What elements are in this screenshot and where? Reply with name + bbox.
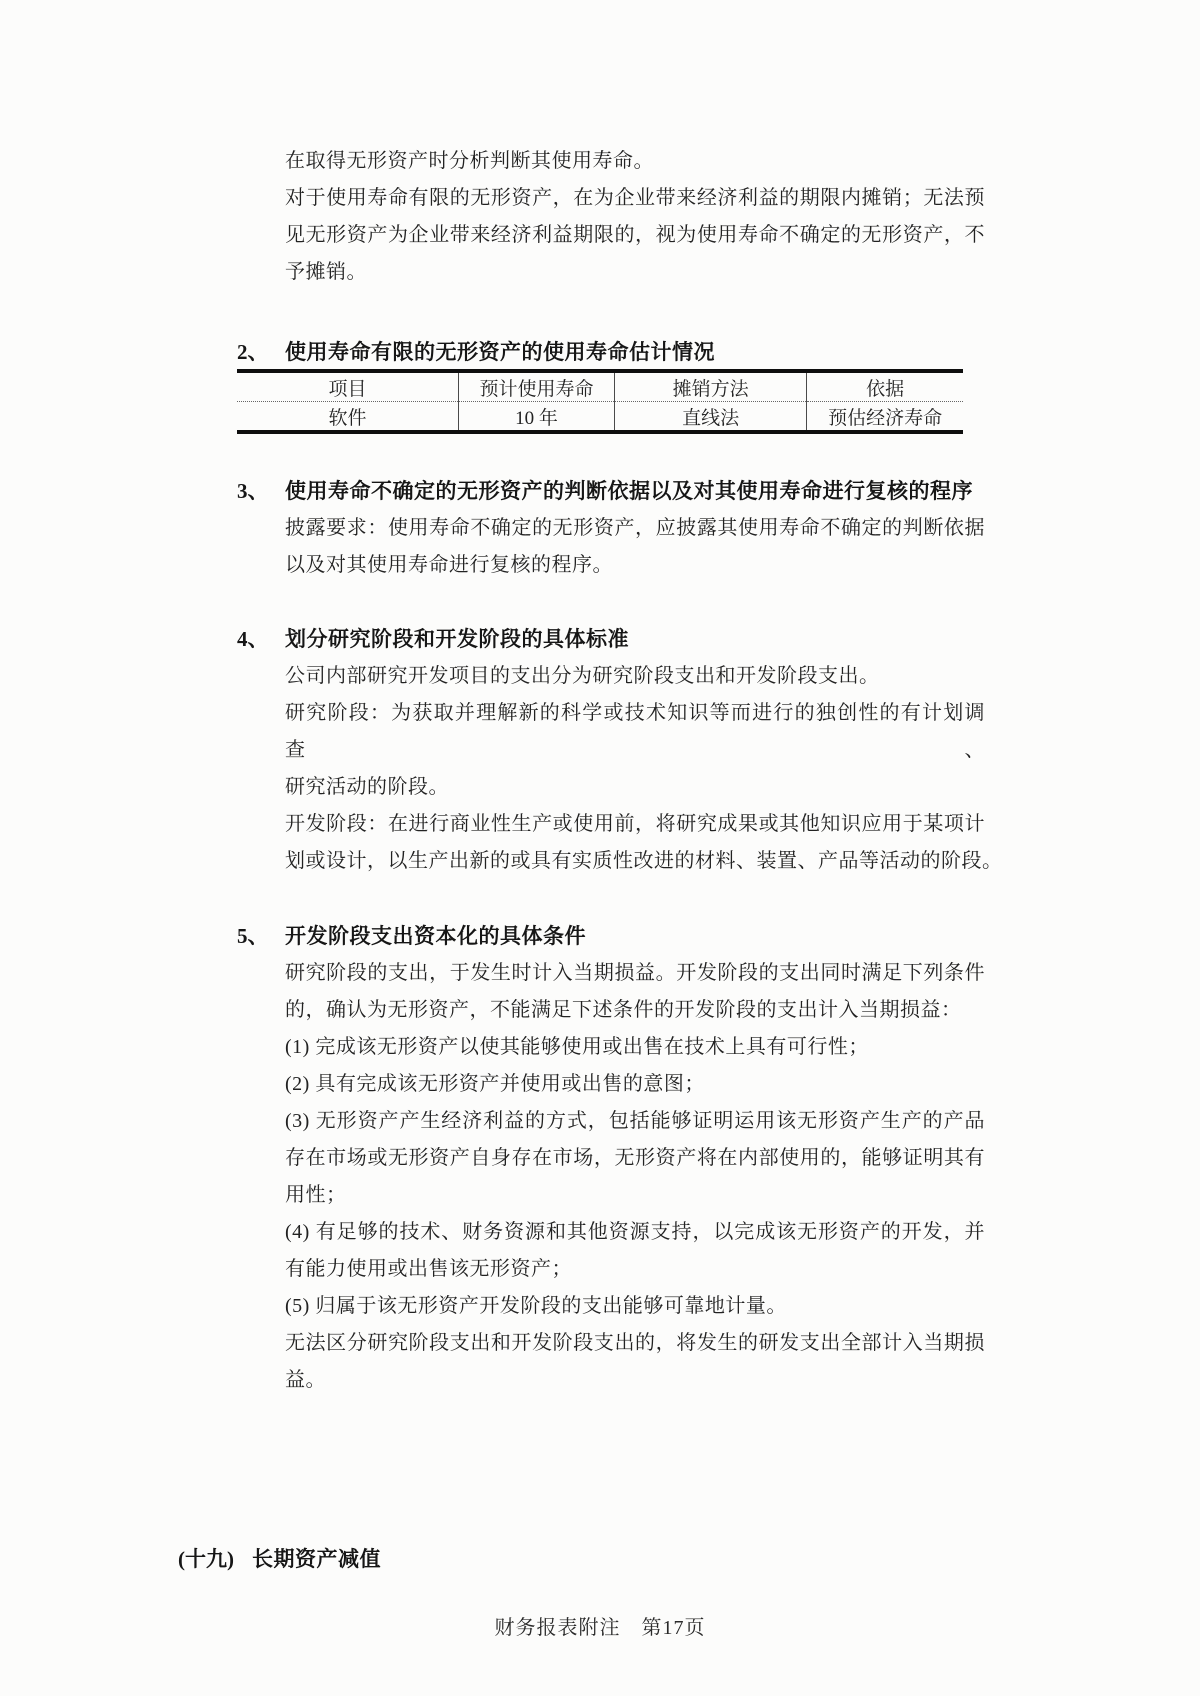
section-4-heading (237, 624, 1200, 654)
table-header-cell: 预计使用寿命 (458, 371, 614, 402)
body-line: 研究阶段的支出，于发生时计入当期损益。开发阶段的支出同时满足下列条件 (285, 962, 985, 984)
body-line: 划或设计，以生产出新的或具有实质性改进的材料、装置、产品等活动的阶段。 (285, 850, 1003, 872)
body-line: 在取得无形资产时分析判断其使用寿命。 (285, 150, 654, 172)
body-line: 研究活动的阶段。 (285, 776, 449, 798)
section-number: 4、 (237, 627, 269, 651)
body-line: (5) 归属于该无形资产开发阶段的支出能够可靠地计量。 (285, 1295, 787, 1317)
body-line: (1) 完成该无形资产以使其能够使用或出售在技术上具有可行性； (285, 1036, 869, 1058)
section-title: 划分研究阶段和开发阶段的具体标准 (285, 627, 629, 651)
table-row (237, 402, 963, 433)
section-number: 5、 (237, 924, 269, 948)
body-line: 存在市场或无形资产自身存在市场，无形资产将在内部使用的，能够证明其有 (285, 1147, 985, 1169)
intro-paragraphs (285, 143, 985, 291)
table-header-cell: 项目 (328, 378, 367, 400)
table-header-cell: 依据 (807, 371, 963, 402)
section-title: 使用寿命有限的无形资产的使用寿命估计情况 (285, 340, 715, 364)
section-number: (十九) (178, 1547, 234, 1571)
body-line: (3) 无形资产产生经济利益的方式，包括能够证明运用该无形资产生产的产品 (285, 1110, 985, 1132)
section-5-body (285, 955, 985, 1399)
table-cell: 软件 (328, 407, 367, 429)
body-line: (2) 具有完成该无形资产并使用或出售的意图； (285, 1073, 705, 1095)
body-line: 有能力使用或出售该无形资产； (285, 1258, 572, 1280)
table-header-row (237, 371, 963, 402)
useful-life-table (237, 369, 963, 434)
body-line: 的，确认为无形资产，不能满足下述条件的开发阶段的支出计入当期损益： (285, 999, 962, 1021)
section-3-body (285, 510, 985, 584)
body-line: 研究阶段：为获取并理解新的科学或技术知识等而进行的独创性的有计划调查、 (285, 702, 985, 761)
section-2-heading (237, 337, 1200, 367)
page-footer: 财务报表附注 第17页 (494, 1617, 706, 1639)
section-title: 使用寿命不确定的无形资产的判断依据以及对其使用寿命进行复核的程序 (285, 479, 973, 503)
table-cell: 直线法 (615, 402, 807, 433)
section-number: 2、 (237, 340, 269, 364)
table-cell: 预估经济寿命 (807, 402, 963, 433)
body-line: 益。 (285, 1369, 326, 1391)
body-line: 对于使用寿命有限的无形资产，在为企业带来经济利益的期限内摊销；无法预 (285, 187, 985, 209)
body-line: 用性； (285, 1184, 347, 1206)
body-line: 以及对其使用寿命进行复核的程序。 (285, 554, 613, 576)
table-cell: 10 年 (458, 402, 614, 433)
body-line: 公司内部研究开发项目的支出分为研究阶段支出和开发阶段支出。 (285, 665, 880, 687)
body-line: 无法区分研究阶段支出和开发阶段支出的，将发生的研发支出全部计入当期损 (285, 1332, 985, 1354)
body-line: 披露要求：使用寿命不确定的无形资产，应披露其使用寿命不确定的判断依据 (285, 517, 985, 539)
section-title: 长期资产减值 (252, 1547, 381, 1571)
section-5-heading (237, 921, 1200, 951)
body-line: 予摊销。 (285, 261, 367, 283)
body-line: 见无形资产为企业带来经济利益期限的，视为使用寿命不确定的无形资产，不 (285, 224, 985, 246)
section-3-heading (237, 476, 1200, 506)
table-header-cell: 摊销方法 (615, 371, 807, 402)
body-line: (4) 有足够的技术、财务资源和其他资源支持，以完成该无形资产的开发，并 (285, 1221, 985, 1243)
section-number: 3、 (237, 479, 269, 503)
section-title: 开发阶段支出资本化的具体条件 (285, 924, 586, 948)
section-4-body (285, 658, 1003, 880)
body-line: 开发阶段：在进行商业性生产或使用前，将研究成果或其他知识应用于某项计 (285, 813, 985, 835)
section-19-heading (178, 1543, 1200, 1575)
